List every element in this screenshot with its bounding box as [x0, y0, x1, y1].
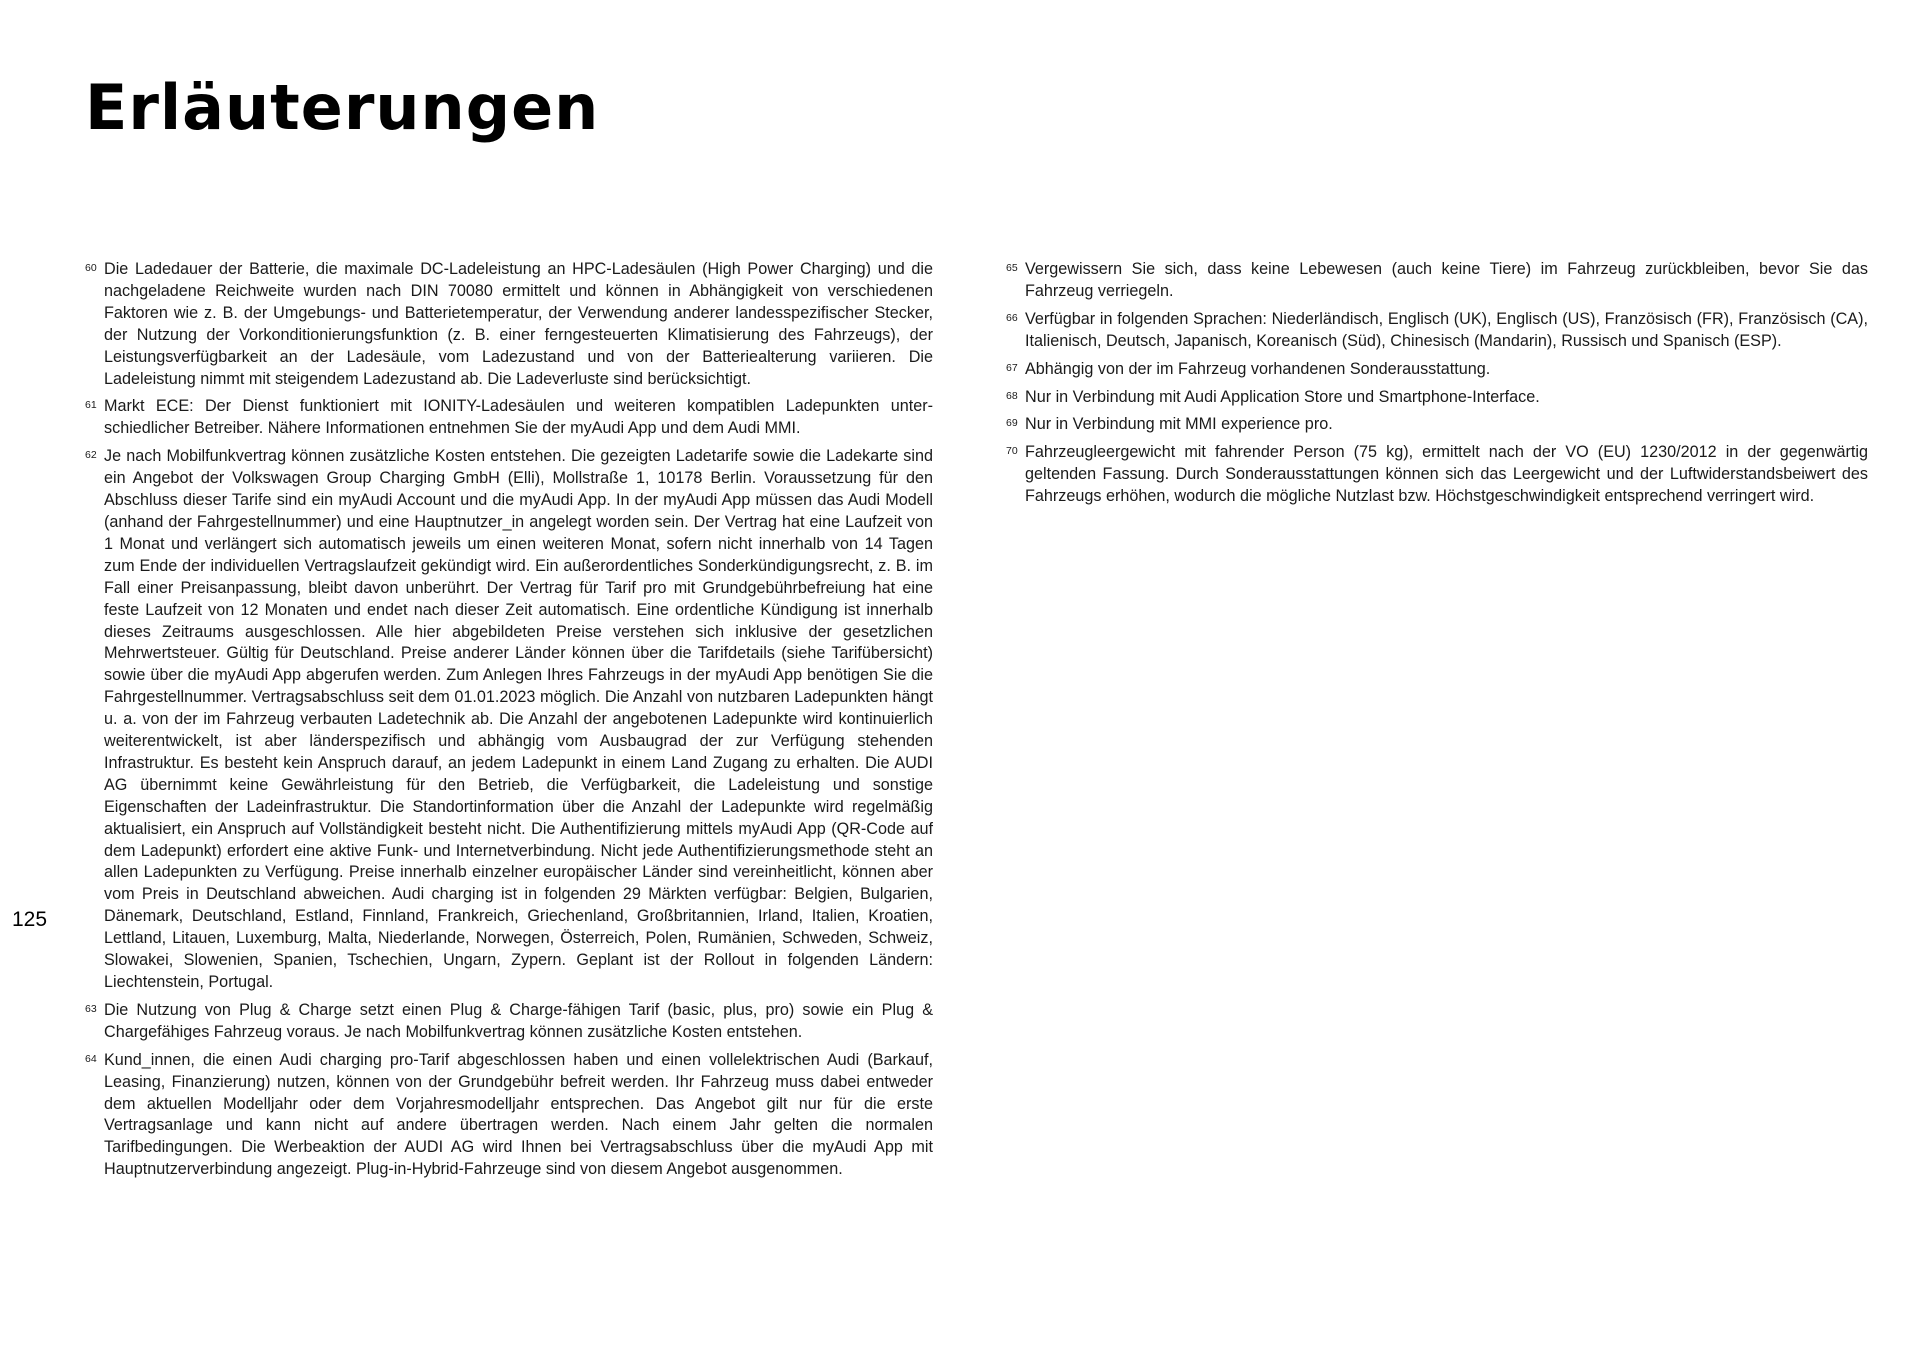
footnote-number: 65 — [1006, 262, 1018, 274]
footnote-60 — [85, 259, 933, 390]
footnotes-left-column — [85, 259, 933, 1187]
footnote-62 — [85, 446, 933, 994]
footnote-text: Die Ladedauer der Batterie, die maximale DC-Ladeleistung an HPC-Ladesäulen (High Power Charging) und die nachgeladene Reichweite wurden nach DIN 70080 ermittelt und können in Abhängigkeit von verschiedenen Faktoren wie z. B. der Umgebungs- und Batterietemperatur, der Verwendung anderer landesspezifischer Stecker, der Nutzung der Vorkonditionierungsfunktion (z. B. einer ferngesteuerten Klimatisierung des Fahrzeugs), der Leistungsverfügbarkeit an der Ladesäule, vom Ladezustand und von der Batteriealterung variieren. Die Ladeleistung nimmt mit steigendem Ladezustand ab. Die Ladeverluste sind berücksichtigt. — [104, 260, 933, 388]
footnote-text: Vergewissern Sie sich, dass keine Lebewesen (auch keine Tiere) im Fahrzeug zurückbleiben, bevor Sie das Fahrzeug verriegeln. — [1025, 260, 1868, 300]
footnote-text: Verfügbar in folgenden Sprachen: Niederländisch, Englisch (UK), Englisch (US), Französisch (FR), Französisch (CA), Italienisch, Deutsch, Japanisch, Koreanisch (Süd), Chinesisch (Mandarin), Russisch und Spanisch (ESP). — [1025, 309, 1868, 350]
footnote-61 — [85, 396, 933, 440]
footnote-number: 67 — [1006, 361, 1018, 374]
footnote-69 — [1006, 414, 1868, 436]
footnote-number: 70 — [1006, 445, 1018, 458]
footnote-text: Die Nutzung von Plug & Charge setzt einen Plug & Charge-fähigen Tarif (basic, plus, pro) sowie ein Plug & Chargefähiges Fahrzeug voraus. Je nach Mobilfunkvertrag können zusätzliche Kosten entstehen. — [104, 1000, 933, 1041]
footnote-number: 60 — [85, 262, 97, 274]
footnote-68 — [1006, 387, 1868, 409]
footnote-text: Markt ECE: Der Dienst funktioniert mit IONITY-Ladesäulen und weiteren kompatiblen Ladepunkten unterschiedlicher Betreiber. Nähere Informationen entnehmen Sie der myAudi App und dem Audi MMI. — [104, 397, 933, 438]
footnote-text: Abhängig von der im Fahrzeug vorhandenen Sonderausstattung. — [1025, 359, 1491, 378]
footnote-number: 62 — [85, 449, 97, 462]
footnote-65 — [1006, 259, 1868, 303]
footnote-67 — [1006, 359, 1868, 381]
footnote-70 — [1006, 442, 1868, 508]
footnote-66 — [1006, 309, 1868, 353]
footnote-number: 68 — [1006, 389, 1018, 402]
footnote-63 — [85, 1000, 933, 1044]
footnote-text: Nur in Verbindung mit Audi Application Store und Smartphone-Interface. — [1025, 387, 1540, 406]
page-title: Erläuterungen — [85, 71, 600, 144]
footnote-number: 63 — [85, 1002, 97, 1015]
footnote-text: Je nach Mobilfunkvertrag können zusätzliche Kosten entstehen. Die gezeigten Ladetarife sowie die Ladekarte sind ein Angebot der Volkswagen Group Charging GmbH (Elli), Mollstraße 1, 10178 Berlin. Voraussetzung für den Abschluss dieser Tarife sind ein myAudi Account und die myAudi App. In der myAudi App müssen das Audi Modell (anhand der Fahrgestellnummer) und eine Hauptnutzer_in angelegt worden sein. Der Vertrag hat eine Laufzeit von 1 Monat und verlängert sich automatisch jeweils um einen weiteren Monat, sofern nicht innerhalb von 14 Tagen zum Ende der individuellen Vertragslaufzeit gekündigt wird. Ein außerordentliches Sonderkündigungsrecht, z. B. im Fall einer Preisanpassung, bleibt davon unberührt. Der Vertrag für Tarif pro mit Grundgebührbefreiung hat eine feste Laufzeit von 12 Monaten und endet nach dieser Zeit automatisch. Eine ordentliche Kündigung ist innerhalb dieses Zeitraums ausgeschlossen. Alle hier abgebildeten Preise verstehen sich inklusive der gesetzlichen Mehrwertsteuer. Gültig für Deutschland. Preise anderer Länder können über die Tarifdetails (siehe Tarifübersicht) sowie über die myAudi App abgerufen werden. Zum Anlegen Ihres Fahrzeugs in der myAudi App benötigen Sie die Fahrgestellnummer. Vertragsabschluss seit dem 01.01.2023 möglich. Die Anzahl von nutzbaren Ladepunkten hängt u. a. von der im Fahrzeug verbauten Ladetechnik ab. Die Anzahl der angebotenen Ladepunkte wird kontinuierlich weiterentwickelt, ist aber länderspezifisch und abhängig vom Ausbaugrad der zur Verfügung stehenden Infrastruktur. Es besteht kein Anspruch darauf, an jedem Ladepunkt in einem Land Zugang zu erhalten. Die AUDI AG übernimmt keine Gewährleistung für den Betrieb, die Verfügbarkeit, die Ladeleistung und sonstige Eigenschaften der Ladeinfrastruktur. Die Standortinformation über die Anzahl der Ladepunkte wird regelmäßig aktualisiert, ein Anspruch auf Vollständigkeit besteht nicht. Die Authentifizierung mittels myAudi App (QR-Code auf dem Ladepunkt) erfordert eine aktive Funk- und Internetverbindung. Nicht jede Authentifizierungsmethode steht an allen Ladepunkten zu Verfügung. Preise innerhalb einzelner europäischer Länder sind vereinheitlicht, können aber vom Preis in Deutschland abweichen. Audi charging ist in folgenden 29 Märkten verfügbar: Belgien, Bulgarien, Dänemark, Deutschland, Estland, Finnland, Frankreich, Griechenland, Großbritannien, Irland, Italien, Kroatien, Lettland, Litauen, Luxemburg, Malta, Niederlande, Norwegen, Österreich, Polen, Rumänien, Schweden, Schweiz, Slowakei, Slowenien, Spanien, Tschechien, Ungarn, Zypern. Geplant ist der Rollout in folgenden Ländern: Liechtenstein, Portugal. — [104, 447, 933, 991]
footnote-number: 64 — [85, 1052, 97, 1065]
footnotes-right-column — [1006, 259, 1868, 514]
footnote-number: 66 — [1006, 311, 1018, 324]
footnote-64 — [85, 1050, 933, 1181]
footnote-number: 61 — [85, 399, 97, 412]
footnote-text: Nur in Verbindung mit MMI experience pro. — [1025, 415, 1333, 434]
page-number: 125 — [12, 908, 48, 931]
footnote-text: Fahrzeugleergewicht mit fahrender Person (75 kg), ermittelt nach der VO (EU) 1230/2012 in der gegenwärtig geltenden Fassung. Durch Sonderausstattungen können sich das Leergewicht und der Luftwiderstandsbeiwert des Fahrzeugs erhöhen, wodurch die mögliche Nutzlast bzw. Höchstgeschwindigkeit entsprechend verringert wird. — [1025, 443, 1868, 506]
footnote-number: 69 — [1006, 417, 1018, 430]
footnote-text: Kund_innen, die einen Audi charging pro-Tarif abgeschlossen haben und einen vollelektrischen Audi (Barkauf, Leasing, Finanzierung) nutzen, können von der Grundgebühr befreit werden. Ihr Fahrzeug muss dabei entweder dem aktuellen Modelljahr oder dem Vorjahresmodelljahr entsprechen. Das Angebot gilt nur für die erste Vertragsanlage und kann nicht auf andere übertragen werden. Nach einem Jahr gelten die normalen Tarifbedingungen. Die Werbeaktion der AUDI AG wird Ihnen bei Vertragsabschluss über die myAudi App mit Hauptnutzerverbindung angezeigt. Plug-in-Hybrid-Fahrzeuge sind von diesem Angebot ausgenommen. — [104, 1050, 933, 1179]
